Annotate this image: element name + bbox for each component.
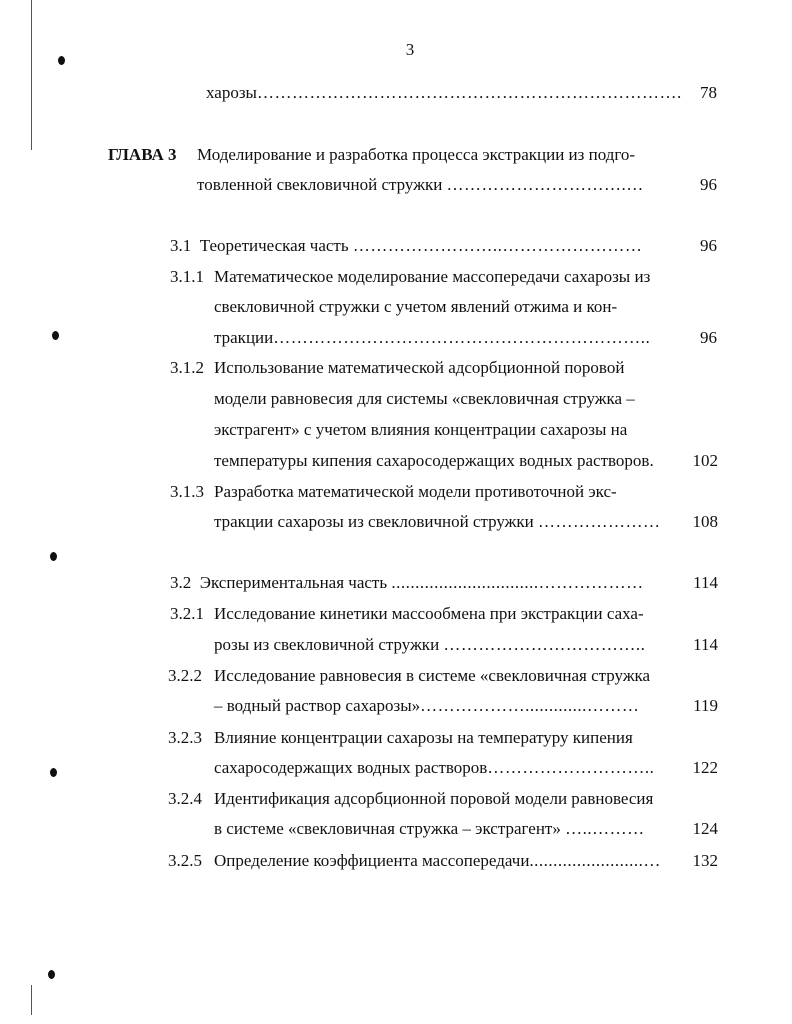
punch-hole-mark [48,970,55,979]
section-number: 3.1.1 [170,267,204,286]
chapter-title-text: товленной свекловичной стружки [197,175,443,194]
toc-page-number: 96 [700,328,717,347]
chapter-number: ГЛАВА 3 [108,145,177,164]
toc-entry-line: Идентификация адсорбционной поровой модели равновесия [214,789,654,808]
punch-hole-mark [58,56,65,65]
toc-entry-line [214,755,654,781]
toc-entry-line: Влияние концентрации сахарозы на температуру кипения [214,728,633,747]
toc-page-number: 132 [692,851,718,870]
toc-entry [170,570,644,596]
toc-entry-text: тракции сахарозы из свекловичной стружки [214,512,534,531]
toc-page-number: 96 [700,236,717,255]
scan-edge-line-bottom [31,985,32,1015]
toc-page-number: 78 [700,83,717,102]
toc-leader-dots: ……………….............……… [420,696,640,715]
section-number: 3.2.1 [170,604,204,623]
toc-entry-line: Математическое моделирование массопередачи сахарозы из [214,267,651,286]
toc-page-number: 96 [700,175,717,194]
chapter-label [108,142,177,168]
toc-entry-line: Исследование равновесия в системе «свекловичная стружка [214,666,651,685]
scan-edge-line-top [31,0,32,150]
toc-entry-text: в системе «свекловичная стружка – экстрагент» [214,819,561,838]
toc-entry-line: свекловичной стружки с учетом явлений отжима и кон- [214,297,618,316]
toc-entry-text: розы из свекловичной стружки [214,635,440,654]
toc-page-number: 108 [692,512,718,531]
page-number: 3 [405,40,415,59]
toc-leader-dots: ……………………..…………………… [352,236,643,255]
toc-entry-line [214,509,661,535]
section-number: 3.2.3 [168,728,202,747]
toc-page-number: 114 [693,573,718,592]
toc-entry-line: температуры кипения сахаросодержащих водных растворов. [214,451,654,470]
toc-leader-dots: ………………………….… [446,175,644,194]
section-number: 3.1 [170,236,192,255]
toc-entry-text: харозы [206,83,257,102]
punch-hole-mark [52,331,59,340]
toc-entry-line: экстрагент» с учетом влияния концентрации сахарозы на [214,420,628,439]
toc-entry-text: – водный раствор сахарозы» [214,696,421,715]
toc-leader-dots: ………………………………………………………………. [256,83,682,102]
chapter-title-line: Моделирование и разработка процесса экстракции из подго- [197,145,636,164]
toc-entry-line [214,816,645,842]
toc-page-number: 119 [693,696,718,715]
section-number: 3.2.4 [168,789,202,808]
toc-entry [170,233,642,259]
toc-entry-line: Исследование кинетики массообмена при экстракции саха- [214,604,644,623]
section-number: 3.1.2 [170,358,204,377]
punch-hole-mark [50,552,57,561]
toc-entry-line: Использование математической адсорбционной поровой [214,358,625,377]
toc-entry-text: сахаросодержащих водных растворов [214,758,488,777]
punch-hole-mark [50,768,57,777]
chapter-title-line [197,172,644,198]
toc-leader-dots: ……………………….. [487,758,655,777]
toc-page-number: 114 [693,635,718,654]
toc-entry-line [214,693,639,719]
toc-entry-line [214,632,645,658]
section-number: 3.1.3 [170,482,204,501]
section-number: 3.2.5 [168,851,202,870]
toc-entry-text: Экспериментальная часть [199,573,388,592]
toc-leader-dots: …………………………….. [443,635,646,654]
toc-entry-line: модели равновесия для системы «свекловичная стружка – [214,389,635,408]
section-number: 3.2 [170,573,192,592]
toc-leader-dots: ...............................……………… [391,573,644,592]
toc-entry-line [214,848,661,874]
toc-entry-line [214,325,650,351]
toc-leader-dots: ……………………………………………………….. [273,328,651,347]
toc-page-number: 102 [692,451,718,470]
toc-page-number: 124 [692,819,718,838]
toc-leader-dots: …..……… [565,819,645,838]
toc-entry-text: тракции [214,328,274,347]
toc-entry [206,80,726,106]
toc-page-number: 122 [692,758,718,777]
toc-leader-dots: ........................… [529,851,661,870]
section-number: 3.2.2 [168,666,202,685]
toc-entry-line: Разработка математической модели противоточной экс- [214,482,617,501]
toc-leader-dots: ………………… [538,512,661,531]
toc-entry-text: Теоретическая часть [199,236,349,255]
toc-entry-text: Определение коэффициента массопередачи [214,851,530,870]
